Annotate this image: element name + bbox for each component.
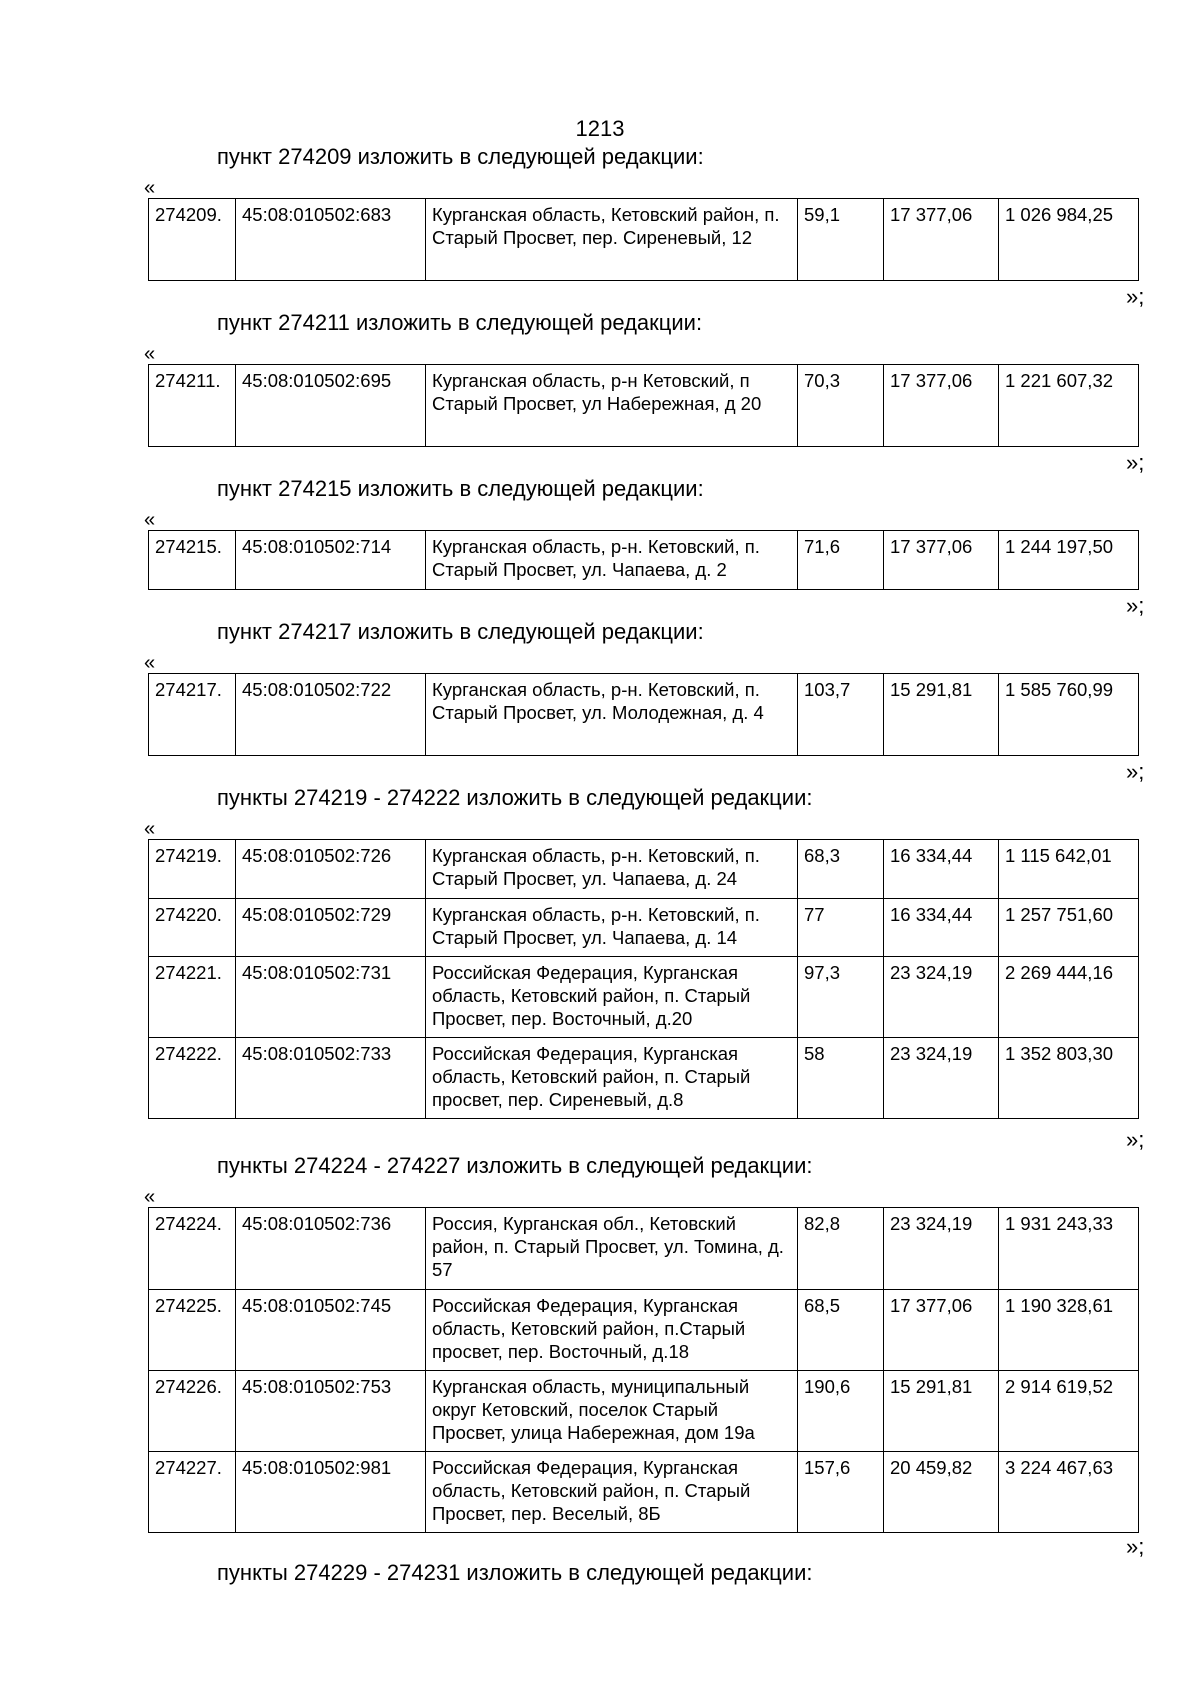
page-number: 1213 [575, 116, 625, 141]
cell-address: Российская Федерация, Курганская область, Кетовский район, п. Старый просвет, пер. Сиреневый, д.8 [426, 1038, 798, 1119]
amendment-table [148, 364, 1139, 447]
section-heading: пункт 274211 изложить в следующей редакции: [217, 310, 703, 335]
cell-cadastral-value: 1 585 760,99 [999, 674, 1139, 756]
amendment-table [148, 839, 1139, 1119]
cell-address: Российская Федерация, Курганская область, Кетовский район, п. Старый Просвет, пер. Веселый, 8Б [426, 1452, 798, 1533]
cell-item-number: 274225. [149, 1290, 236, 1371]
table-row [149, 899, 1139, 957]
cell-item-number: 274215. [149, 531, 236, 590]
cell-unit-value: 17 377,06 [884, 199, 999, 281]
cell-area: 77 [798, 899, 884, 957]
cell-item-number: 274211. [149, 365, 236, 447]
cell-area: 82,8 [798, 1208, 884, 1290]
cell-cadastral-value: 1 257 751,60 [999, 899, 1139, 957]
cell-cadastral-number: 45:08:010502:683 [236, 199, 426, 281]
cell-area: 68,3 [798, 840, 884, 899]
cell-item-number: 274222. [149, 1038, 236, 1119]
cell-unit-value: 23 324,19 [884, 957, 999, 1038]
table-row [149, 531, 1139, 590]
cell-item-number: 274224. [149, 1208, 236, 1290]
close-quote: »; [1126, 593, 1145, 618]
cell-cadastral-value: 1 221 607,32 [999, 365, 1139, 447]
open-quote: « [144, 509, 156, 531]
cell-unit-value: 23 324,19 [884, 1038, 999, 1119]
cell-address: Россия, Курганская обл., Кетовский район, п. Старый Просвет, ул. Томина, д. 57 [426, 1208, 798, 1290]
cell-address: Курганская область, р-н. Кетовский, п. Старый Просвет, ул. Чапаева, д. 14 [426, 899, 798, 957]
amendment-table [148, 198, 1139, 281]
cell-item-number: 274226. [149, 1371, 236, 1452]
cell-address: Курганская область, р-н. Кетовский, п. Старый Просвет, ул. Чапаева, д. 2 [426, 531, 798, 590]
cell-cadastral-number: 45:08:010502:981 [236, 1452, 426, 1533]
close-quote: »; [1126, 759, 1145, 784]
cell-cadastral-value: 1 244 197,50 [999, 531, 1139, 590]
table-row [149, 1038, 1139, 1119]
cell-address: Российская Федерация, Курганская область, Кетовский район, п.Старый просвет, пер. Восточный, д.18 [426, 1290, 798, 1371]
table-row [149, 365, 1139, 447]
amendment-table [148, 1207, 1139, 1533]
open-quote: « [144, 652, 156, 674]
section-heading: пункты 274219 - 274222 изложить в следующей редакции: [217, 785, 813, 810]
section-heading: пункты 274224 - 274227 изложить в следующей редакции: [217, 1153, 813, 1178]
cell-unit-value: 16 334,44 [884, 899, 999, 957]
cell-item-number: 274209. [149, 199, 236, 281]
table-row [149, 1452, 1139, 1533]
amendment-table [148, 530, 1139, 590]
open-quote: « [144, 1186, 156, 1208]
section-heading: пункт 274209 изложить в следующей редакции: [217, 144, 704, 169]
cell-address: Российская Федерация, Курганская область, Кетовский район, п. Старый Просвет, пер. Восточный, д.20 [426, 957, 798, 1038]
cell-cadastral-number: 45:08:010502:745 [236, 1290, 426, 1371]
cell-cadastral-number: 45:08:010502:695 [236, 365, 426, 447]
cell-item-number: 274217. [149, 674, 236, 756]
cell-cadastral-number: 45:08:010502:733 [236, 1038, 426, 1119]
table-row [149, 957, 1139, 1038]
cell-cadastral-value: 2 914 619,52 [999, 1371, 1139, 1452]
cell-cadastral-number: 45:08:010502:722 [236, 674, 426, 756]
section-heading: пункт 274217 изложить в следующей редакции: [217, 619, 704, 644]
cell-area: 58 [798, 1038, 884, 1119]
close-quote: »; [1126, 450, 1145, 475]
close-quote: »; [1126, 1534, 1145, 1559]
table-row [149, 199, 1139, 281]
cell-area: 97,3 [798, 957, 884, 1038]
table-row [149, 1371, 1139, 1452]
cell-item-number: 274227. [149, 1452, 236, 1533]
section-heading: пункт 274215 изложить в следующей редакции: [217, 476, 704, 501]
cell-cadastral-value: 1 115 642,01 [999, 840, 1139, 899]
close-quote: »; [1126, 1127, 1145, 1152]
cell-item-number: 274219. [149, 840, 236, 899]
cell-area: 190,6 [798, 1371, 884, 1452]
cell-area: 157,6 [798, 1452, 884, 1533]
cell-unit-value: 16 334,44 [884, 840, 999, 899]
table-row [149, 674, 1139, 756]
cell-unit-value: 17 377,06 [884, 1290, 999, 1371]
cell-item-number: 274221. [149, 957, 236, 1038]
table-row [149, 840, 1139, 899]
cell-address: Курганская область, р-н Кетовский, п Старый Просвет, ул Набережная, д 20 [426, 365, 798, 447]
cell-unit-value: 15 291,81 [884, 1371, 999, 1452]
cell-cadastral-value: 3 224 467,63 [999, 1452, 1139, 1533]
cell-unit-value: 17 377,06 [884, 531, 999, 590]
cell-unit-value: 15 291,81 [884, 674, 999, 756]
cell-item-number: 274220. [149, 899, 236, 957]
open-quote: « [144, 818, 156, 840]
table-row [149, 1290, 1139, 1371]
cell-cadastral-number: 45:08:010502:736 [236, 1208, 426, 1290]
cell-address: Курганская область, р-н. Кетовский, п. Старый Просвет, ул. Чапаева, д. 24 [426, 840, 798, 899]
cell-cadastral-number: 45:08:010502:729 [236, 899, 426, 957]
table-row [149, 1208, 1139, 1290]
cell-address: Курганская область, Кетовский район, п. Старый Просвет, пер. Сиреневый, 12 [426, 199, 798, 281]
close-quote: »; [1126, 284, 1145, 309]
cell-cadastral-value: 1 190 328,61 [999, 1290, 1139, 1371]
cell-cadastral-value: 1 026 984,25 [999, 199, 1139, 281]
cell-address: Курганская область, муниципальный округ Кетовский, поселок Старый Просвет, улица Набережная, дом 19а [426, 1371, 798, 1452]
cell-cadastral-value: 1 352 803,30 [999, 1038, 1139, 1119]
section-heading: пункты 274229 - 274231 изложить в следующей редакции: [217, 1560, 813, 1585]
cell-area: 70,3 [798, 365, 884, 447]
cell-cadastral-number: 45:08:010502:726 [236, 840, 426, 899]
cell-cadastral-number: 45:08:010502:731 [236, 957, 426, 1038]
cell-unit-value: 17 377,06 [884, 365, 999, 447]
cell-area: 59,1 [798, 199, 884, 281]
cell-unit-value: 23 324,19 [884, 1208, 999, 1290]
open-quote: « [144, 177, 156, 199]
cell-unit-value: 20 459,82 [884, 1452, 999, 1533]
cell-area: 68,5 [798, 1290, 884, 1371]
cell-cadastral-number: 45:08:010502:714 [236, 531, 426, 590]
open-quote: « [144, 343, 156, 365]
cell-cadastral-value: 2 269 444,16 [999, 957, 1139, 1038]
cell-cadastral-value: 1 931 243,33 [999, 1208, 1139, 1290]
cell-area: 103,7 [798, 674, 884, 756]
cell-area: 71,6 [798, 531, 884, 590]
cell-cadastral-number: 45:08:010502:753 [236, 1371, 426, 1452]
cell-address: Курганская область, р-н. Кетовский, п. Старый Просвет, ул. Молодежная, д. 4 [426, 674, 798, 756]
amendment-table [148, 673, 1139, 756]
